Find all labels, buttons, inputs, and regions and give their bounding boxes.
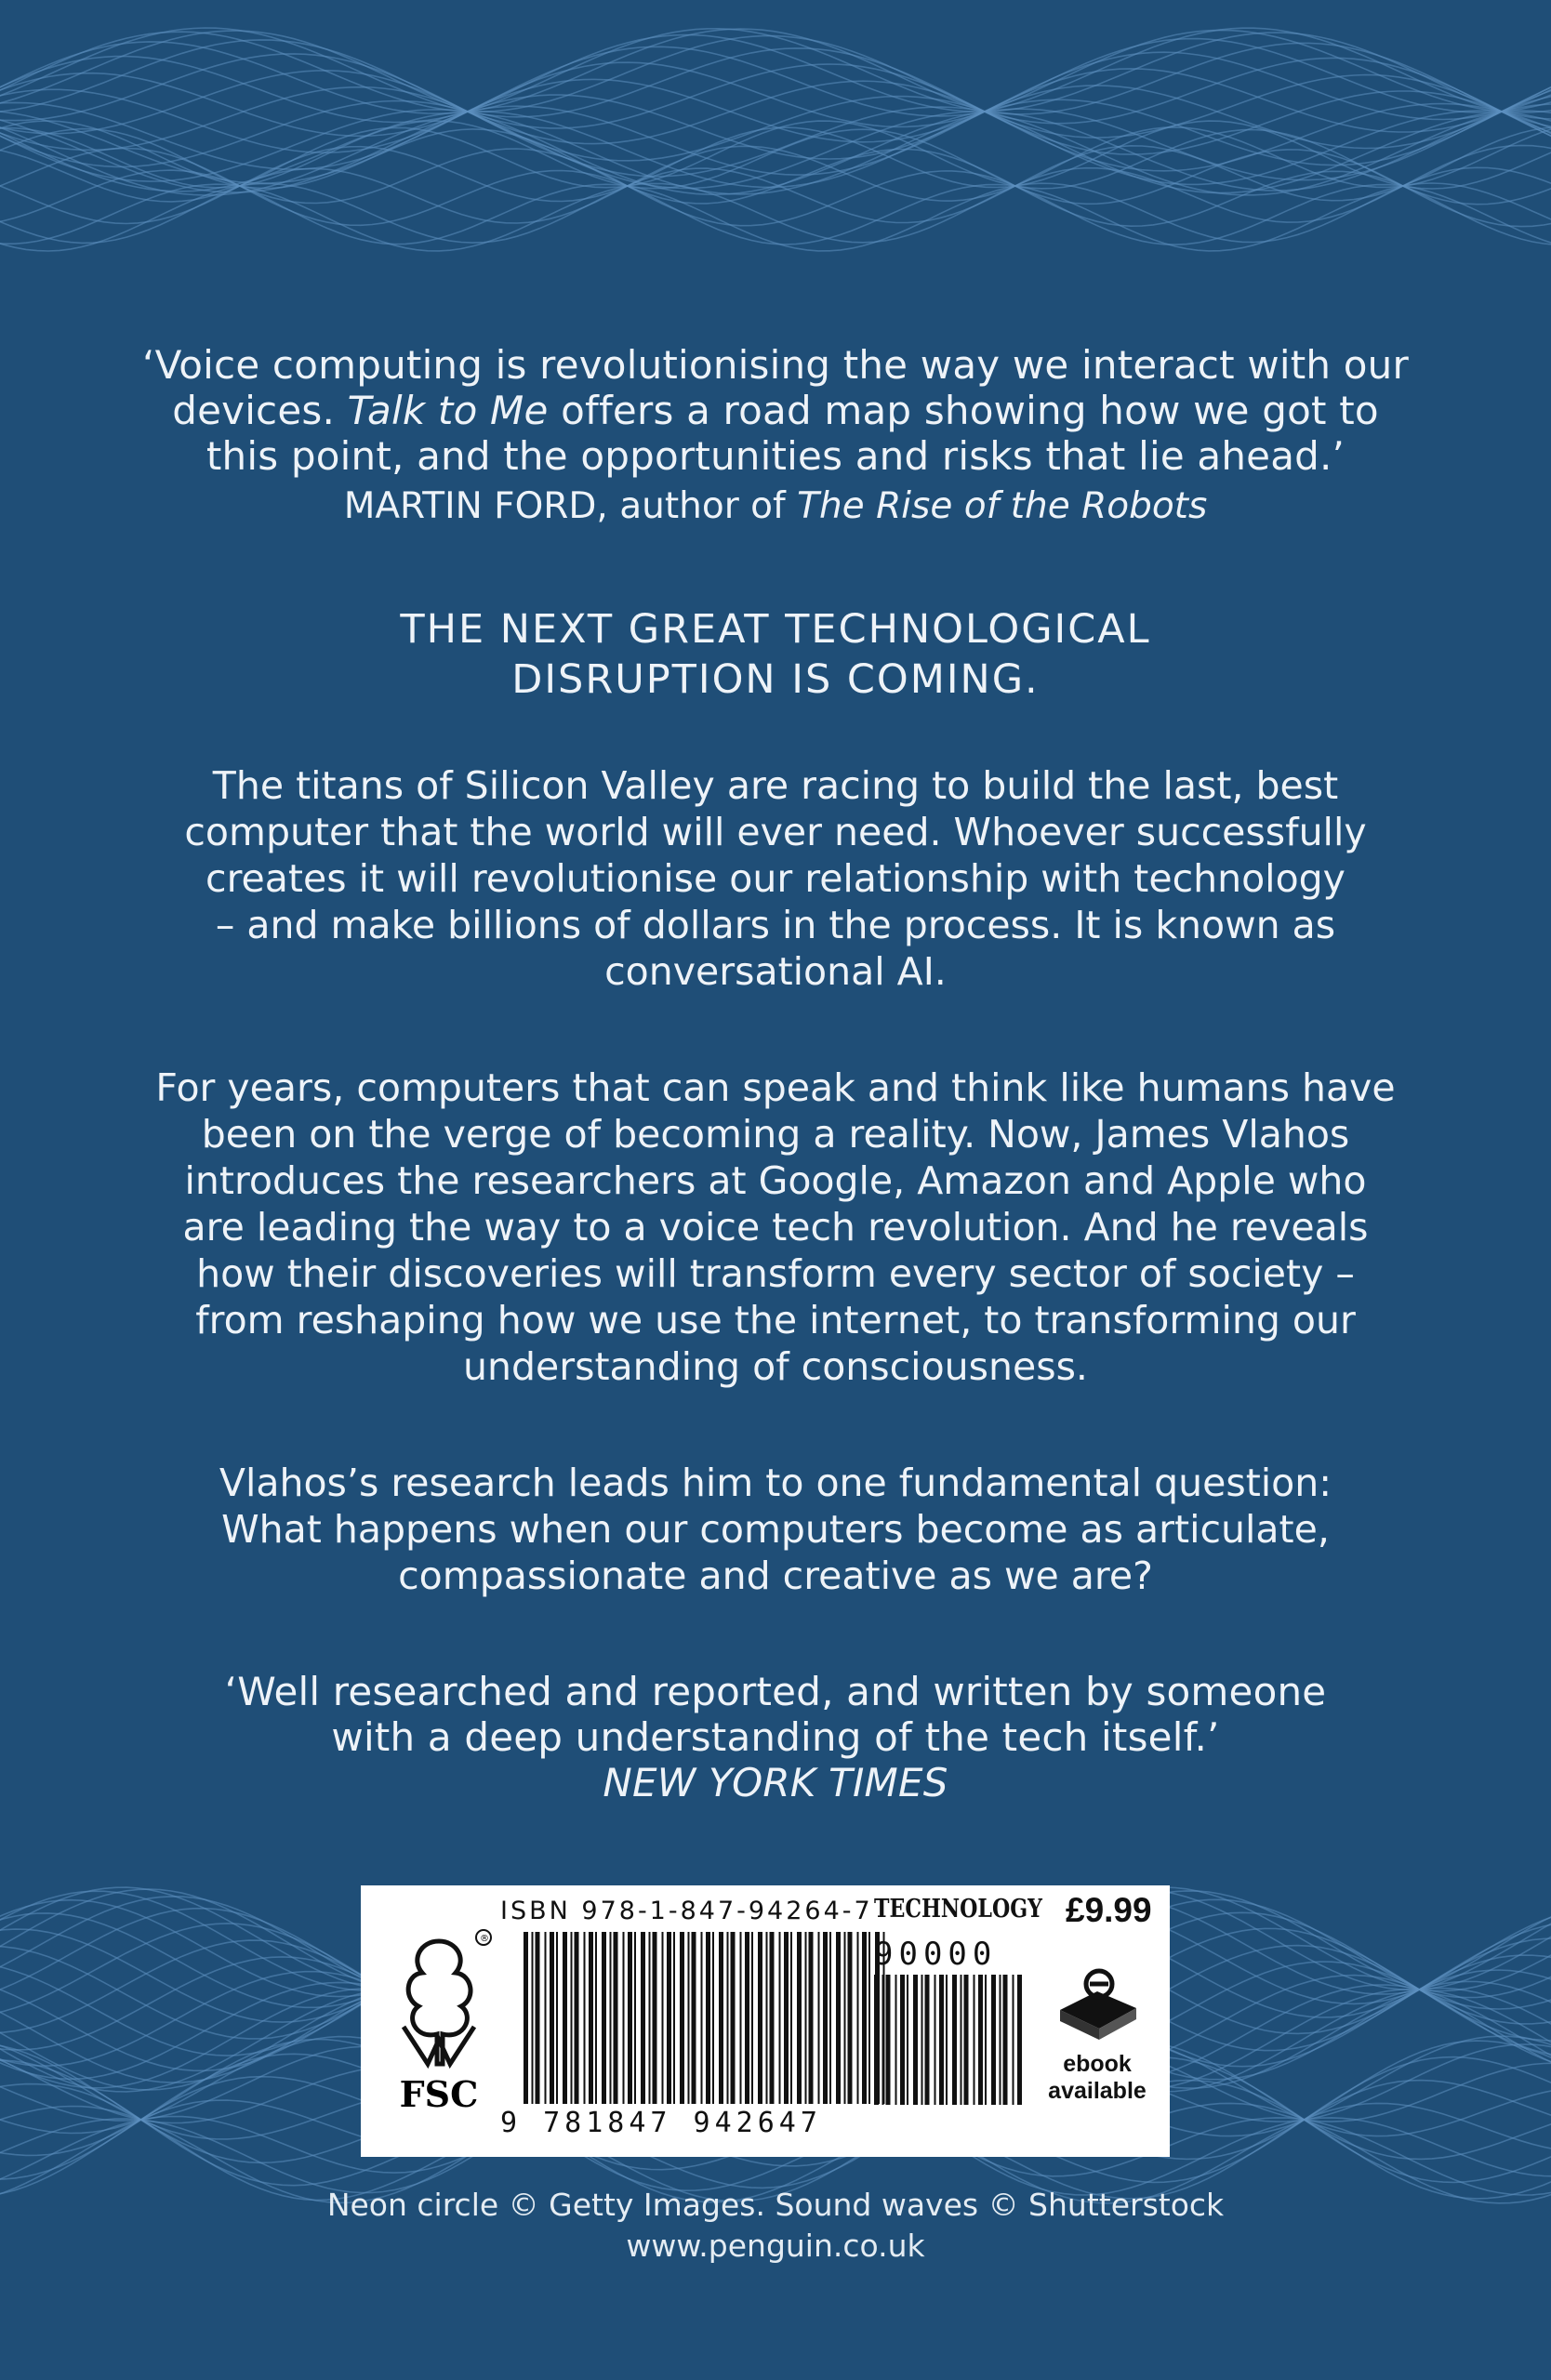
image-credits [0,2185,1551,2267]
quote-line [139,388,1412,433]
paragraph-line: The titans of Silicon Valley are racing to build the last, best [212,763,1339,808]
paragraph-line: – and make billions of dollars in the process. It is known as [215,903,1336,947]
headline-line: THE NEXT GREAT TECHNOLOGICAL [400,606,1151,653]
sound-waves-top [0,0,1551,316]
publication-name: NEW YORK TIMES [603,1760,948,1805]
paragraph-line: how their discoveries will transform every sector of society – [196,1251,1355,1296]
quote-attribution [139,1760,1412,1805]
barcode-digits: 9 781847 942647 [500,2107,822,2139]
headline [139,604,1412,705]
headline-line: DISRUPTION IS COMING. [511,656,1040,703]
paragraph-line: compassionate and creative as we are? [398,1554,1153,1598]
isbn-barcode [524,1932,891,2104]
paragraph-line: computer that the world will ever need. Whoever successfully [184,810,1367,854]
quote-text: offers a road map showing how we got to [548,388,1379,433]
blurb-paragraph-1 [139,762,1412,995]
opening-quote [139,342,1412,529]
credit-line: Neon circle © Getty Images. Sound waves © Shutterstock [326,2187,1225,2223]
paragraph-line: from reshaping how we use the internet, to transforming our [195,1298,1356,1342]
paragraph-line: been on the verge of becoming a reality. Now, James Vlahos [201,1112,1350,1157]
paragraph-line: creates it will revolutionise our relationship with technology [205,856,1346,901]
paragraph-line: are leading the way to a voice tech revolution. And he reveals [182,1205,1369,1250]
fsc-registered-mark: ® [480,1934,489,1944]
blurb-paragraph-2 [139,1064,1412,1390]
price-addon-barcode [874,1975,1023,2105]
fsc-tree-logo [383,1924,495,2120]
quote-line: with a deep understanding of the tech itself.’ [331,1714,1220,1760]
quote-attribution [139,484,1412,529]
paragraph-line: What happens when our computers become as articulate, [221,1507,1330,1552]
isbn-number: ISBN 978-1-847-94264-7 [500,1897,873,1925]
quote-line: ‘Well researched and reported, and written by someone [224,1669,1327,1714]
price-label: £9.99 [1066,1891,1152,1929]
attribution-book-title: The Rise of the Robots [797,485,1208,527]
price-addon-digits: 90000 [874,1936,998,1973]
attribution-text: MARTIN FORD, author of [343,485,798,527]
paragraph-line: For years, computers that can speak and think like humans have [155,1065,1396,1110]
paragraph-line: introduces the researchers at Google, Amazon and Apple who [184,1158,1367,1203]
quote-line: this point, and the opportunities and risks that lie ahead.’ [205,433,1346,479]
closing-quote [139,1669,1412,1805]
barcode-panel [361,1885,1170,2157]
paragraph-line: understanding of consciousness. [463,1344,1088,1389]
book-title: Talk to Me [347,388,549,433]
category-label: TECHNOLOGY [874,1895,1042,1924]
ebook-text-line: ebook [1063,2051,1132,2077]
ebook-icon [1051,1964,1144,2043]
publisher-url: www.penguin.co.uk [626,2228,925,2264]
ebook-available-label [1041,2051,1153,2105]
paragraph-line: Vlahos’s research leads him to one fundamental question: [219,1461,1332,1505]
quote-text: devices. [172,388,336,433]
paragraph-line: conversational AI. [604,949,947,994]
fsc-label: FSC [399,2073,479,2115]
blurb-paragraph-3 [139,1460,1412,1599]
ebook-text-line: available [1048,2078,1147,2104]
quote-line: ‘Voice computing is revolutionising the way we interact with our [142,342,1409,388]
